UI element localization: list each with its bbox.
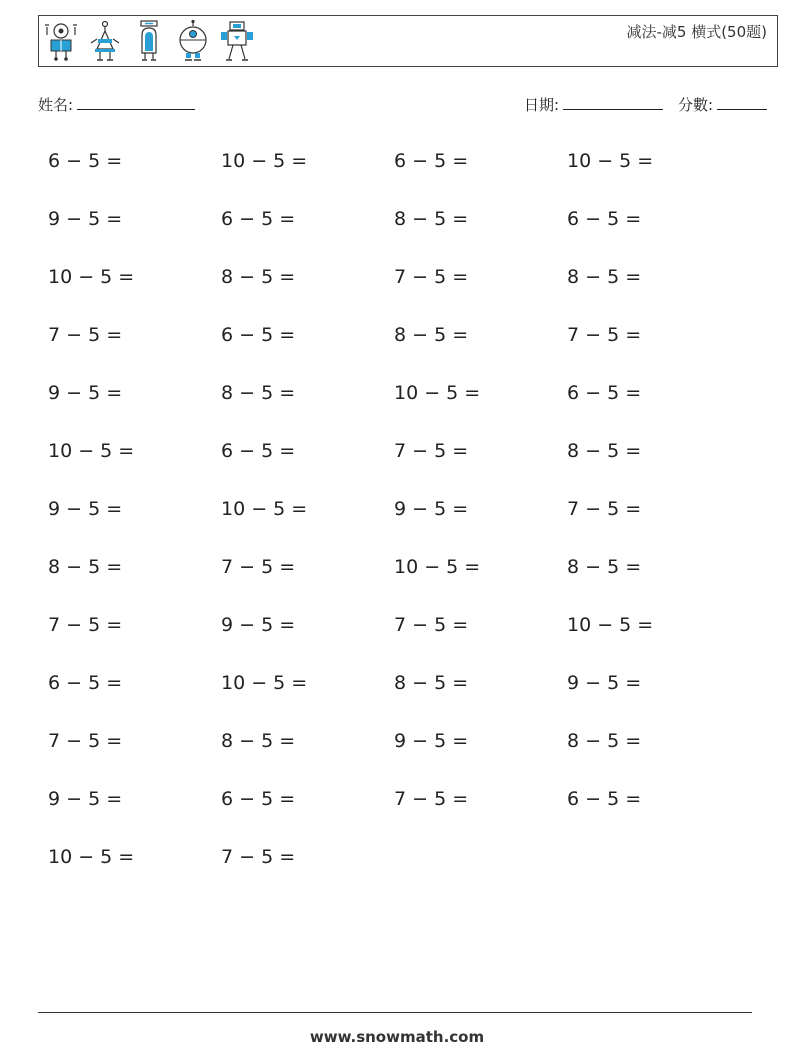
problem-item: 9 − 5 = — [48, 382, 123, 404]
problem-item: 7 − 5 = — [394, 614, 469, 636]
robot-5-icon — [219, 19, 255, 63]
problem-item: 6 − 5 = — [221, 208, 296, 230]
problem-item: 6 − 5 = — [48, 150, 123, 172]
problem-item: 10 − 5 = — [567, 614, 654, 636]
problem-item: 9 − 5 = — [48, 498, 123, 520]
problem-item: 6 − 5 = — [567, 788, 642, 810]
problem-item: 9 − 5 = — [221, 614, 296, 636]
name-label: 姓名: — [38, 96, 74, 114]
problem-item: 9 − 5 = — [567, 672, 642, 694]
problem-item: 8 − 5 = — [394, 324, 469, 346]
score-label: 分數: — [678, 96, 714, 114]
problem-item: 8 − 5 = — [567, 556, 642, 578]
problem-item: 6 − 5 = — [221, 324, 296, 346]
problem-grid — [48, 141, 748, 895]
problem-item: 8 − 5 = — [567, 266, 642, 288]
footer-site: www.snowmath.com — [309, 1028, 485, 1046]
problem-item: 6 − 5 = — [221, 440, 296, 462]
problem-item: 9 − 5 = — [394, 730, 469, 752]
problem-item: 9 − 5 = — [394, 498, 469, 520]
problem-item: 7 − 5 = — [394, 266, 469, 288]
problem-item: 6 − 5 = — [394, 150, 469, 172]
name-blank[interactable] — [77, 95, 195, 110]
robot-1-icon — [43, 19, 79, 63]
problem-item: 7 − 5 = — [567, 498, 642, 520]
name-field[interactable] — [38, 94, 195, 115]
problem-item: 10 − 5 = — [48, 440, 135, 462]
worksheet-header — [38, 15, 778, 67]
problem-item: 7 − 5 = — [394, 788, 469, 810]
problem-item: 7 − 5 = — [567, 324, 642, 346]
worksheet-title: 减法-减5 横式(50题) — [626, 23, 767, 41]
problem-item: 10 − 5 = — [567, 150, 654, 172]
problem-item: 8 − 5 = — [394, 672, 469, 694]
robot-3-icon — [131, 19, 167, 63]
problem-item: 8 − 5 = — [221, 382, 296, 404]
date-label: 日期: — [524, 96, 560, 114]
problem-item: 10 − 5 = — [48, 266, 135, 288]
problem-item: 8 − 5 = — [48, 556, 123, 578]
problem-item: 10 − 5 = — [48, 846, 135, 868]
problem-item: 8 − 5 = — [394, 208, 469, 230]
problem-item: 7 − 5 = — [48, 730, 123, 752]
problem-item: 10 − 5 = — [221, 498, 308, 520]
problem-item: 6 − 5 = — [567, 208, 642, 230]
problem-item: 8 − 5 = — [567, 440, 642, 462]
problem-item: 7 − 5 = — [221, 846, 296, 868]
problem-item: 7 − 5 = — [48, 324, 123, 346]
problem-item: 8 − 5 = — [221, 266, 296, 288]
score-blank[interactable] — [717, 95, 767, 110]
problem-item: 9 − 5 = — [48, 788, 123, 810]
problem-item: 6 − 5 = — [221, 788, 296, 810]
problem-item: 10 − 5 = — [394, 382, 481, 404]
date-blank[interactable] — [563, 95, 663, 110]
footer-divider — [38, 1012, 752, 1013]
problem-item: 10 − 5 = — [221, 150, 308, 172]
problem-item: 6 − 5 = — [48, 672, 123, 694]
problem-item: 7 − 5 = — [221, 556, 296, 578]
score-field[interactable] — [678, 94, 767, 115]
problem-item: 7 − 5 = — [48, 614, 123, 636]
date-field[interactable] — [524, 94, 663, 115]
problem-item: 10 − 5 = — [394, 556, 481, 578]
problem-item: 8 − 5 = — [567, 730, 642, 752]
robot-icons — [43, 19, 255, 63]
robot-4-icon — [175, 19, 211, 63]
robot-2-icon — [87, 19, 123, 63]
problem-item: 10 − 5 = — [221, 672, 308, 694]
problem-item: 6 − 5 = — [567, 382, 642, 404]
problem-item: 8 − 5 = — [221, 730, 296, 752]
problem-item: 9 − 5 = — [48, 208, 123, 230]
problem-item: 7 − 5 = — [394, 440, 469, 462]
